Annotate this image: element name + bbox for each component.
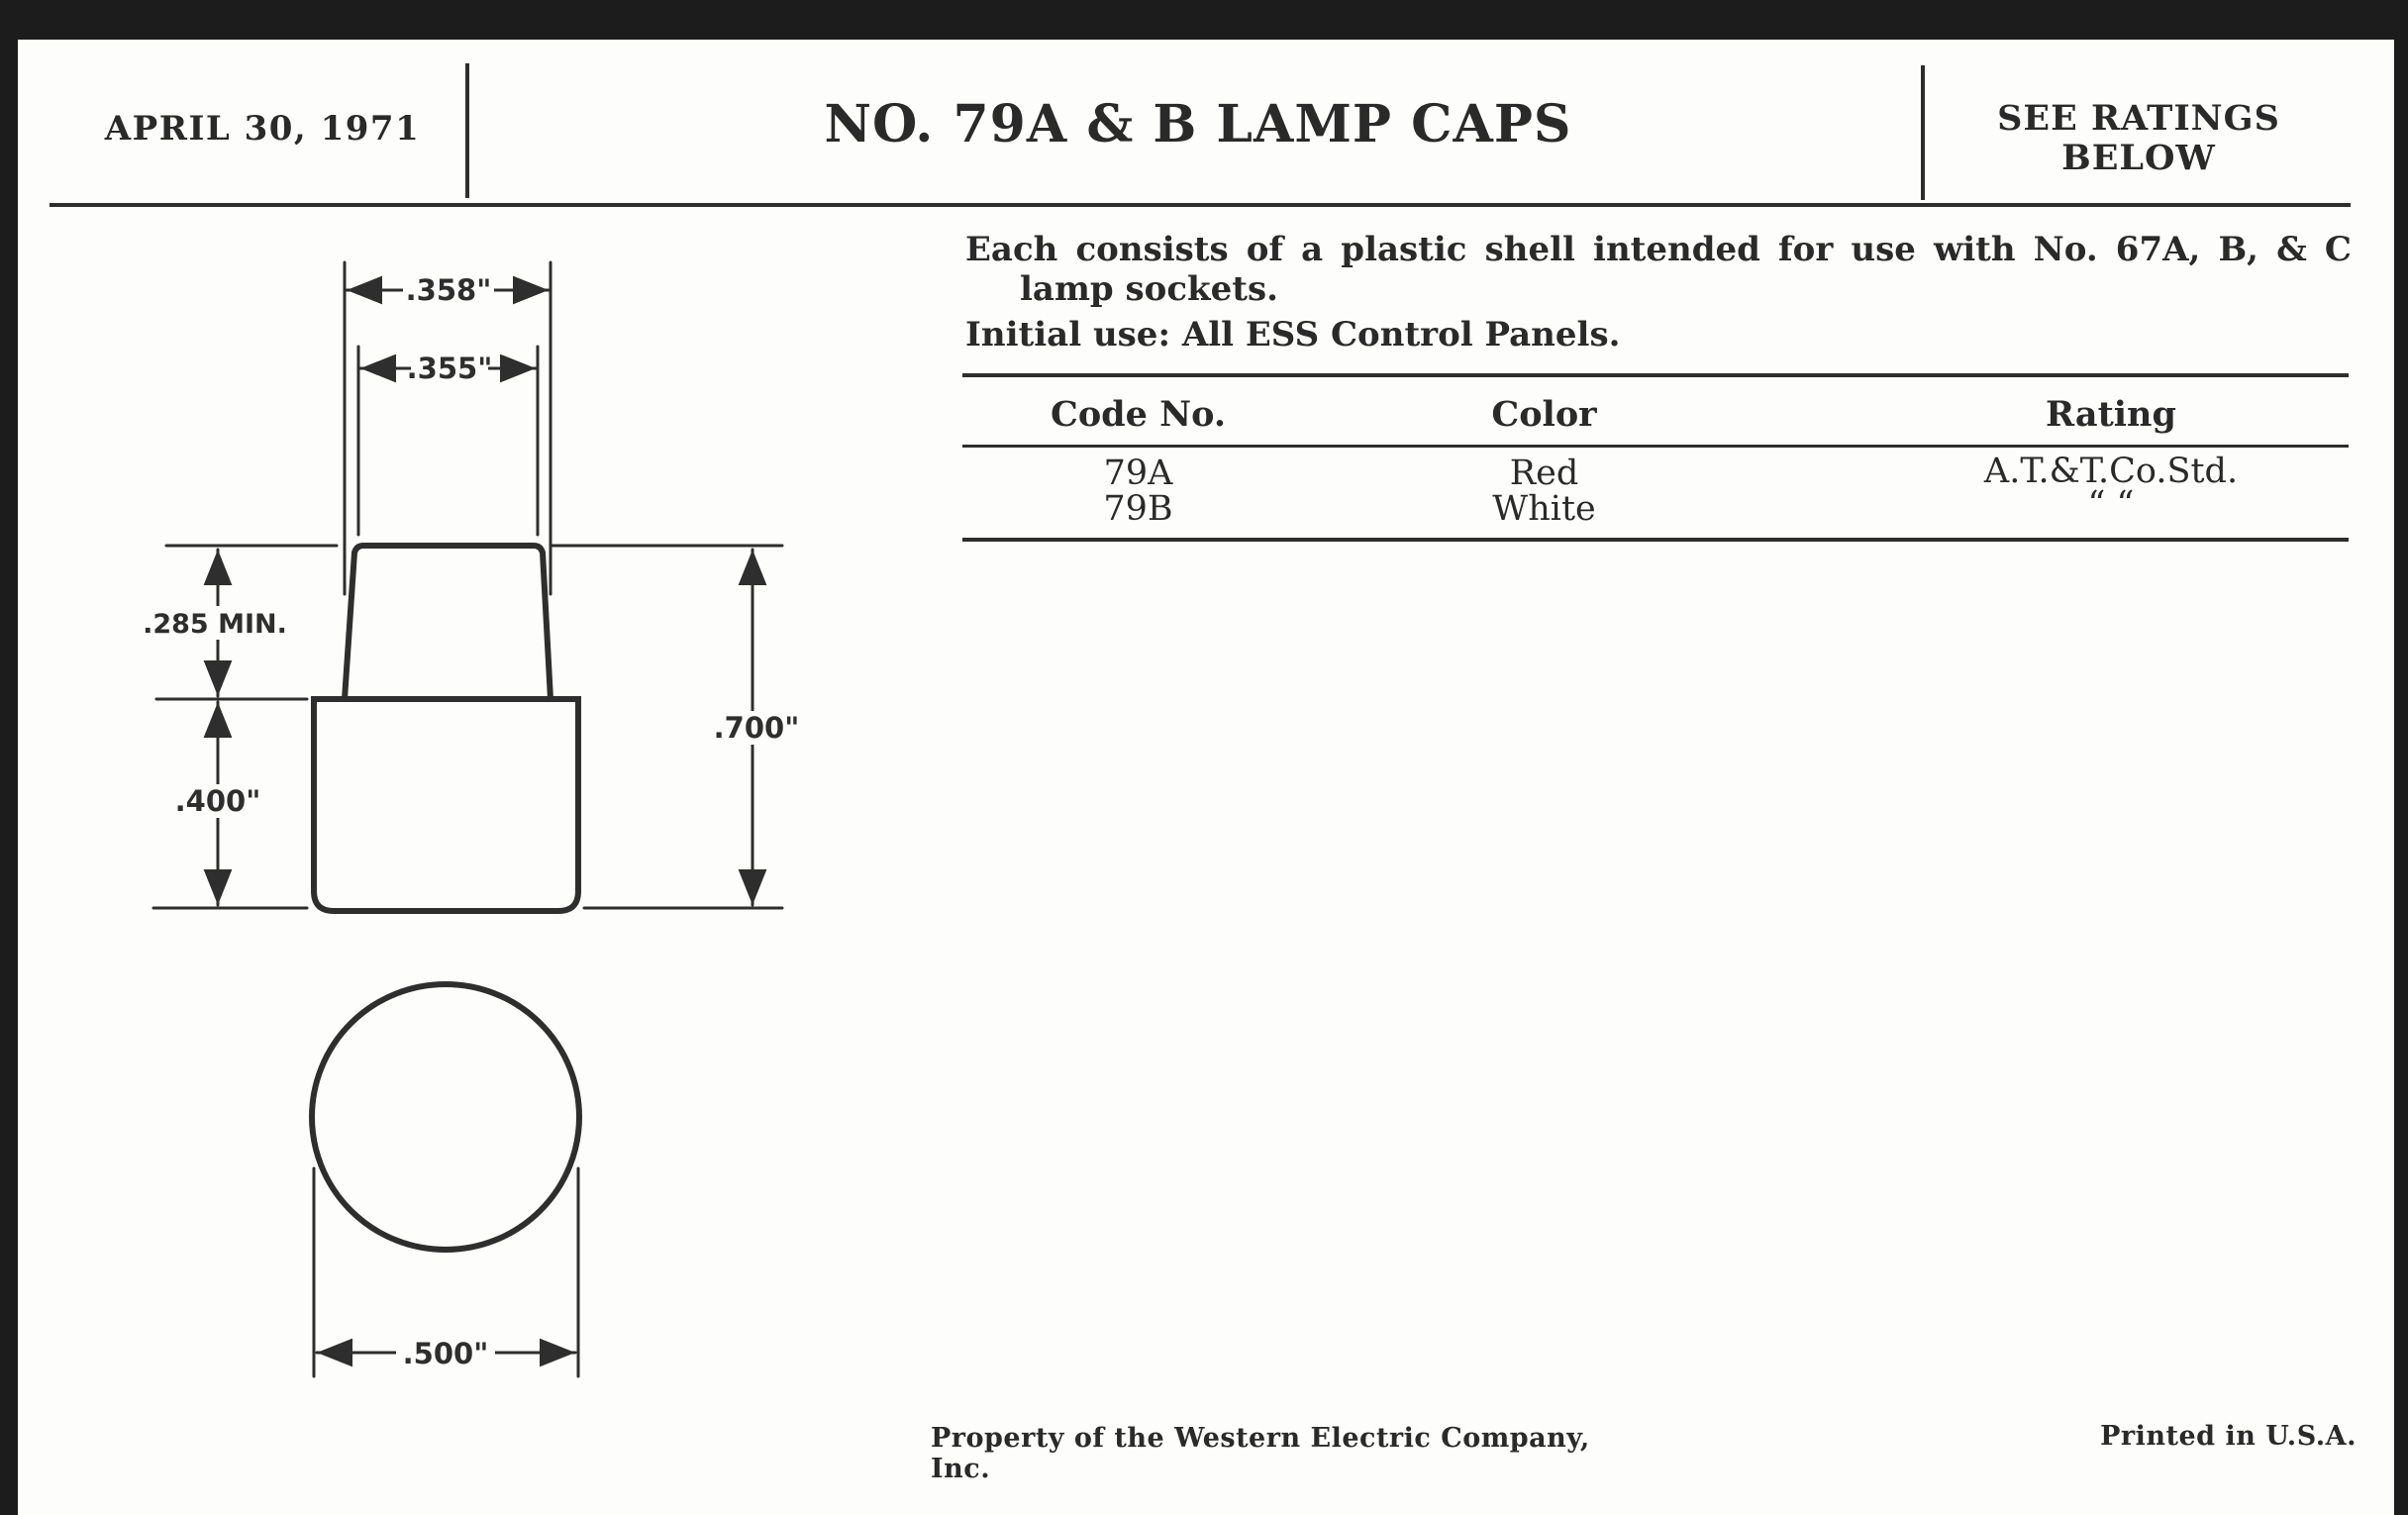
column-header-color: Color	[1491, 394, 1597, 435]
ratings-note-line2: BELOW	[2061, 138, 2216, 178]
dim-label-top-width: .358"	[405, 273, 492, 307]
ratings-note-line1: SEE RATINGS	[1997, 98, 2280, 139]
dim-label-upper-height: .285 MIN.	[143, 609, 287, 640]
dim-label-total-height: .700"	[713, 711, 800, 745]
column-header-code: Code No.	[1050, 394, 1227, 435]
ratings-table	[962, 391, 2349, 550]
table-bottom-rule	[962, 538, 2349, 542]
table-cell-rating: “ “	[2087, 484, 2135, 524]
column-header-rating: Rating	[2046, 394, 2176, 435]
dim-label-lower-height: .400"	[174, 784, 261, 818]
initial-use-text: Initial use: All ESS Control Panels.	[965, 315, 1621, 354]
table-header-rule	[962, 445, 2349, 448]
dim-label-inner-width: .355"	[406, 352, 493, 385]
cap-end-view	[312, 984, 579, 1250]
issue-date: APRIL 30, 1971	[104, 109, 421, 149]
page-title: NO. 79A & B LAMP CAPS	[824, 94, 1572, 154]
property-notice: Property of the Western Electric Company, Inc.	[931, 1423, 1590, 1484]
ratings-note	[1946, 99, 2332, 178]
printed-in: Printed in U.S.A.	[2100, 1421, 2357, 1452]
table-cell-code: 79B	[1103, 489, 1173, 529]
cap-upper-shell	[345, 546, 551, 699]
header-divider-right	[1921, 65, 1925, 200]
dim-label-diameter: .500"	[402, 1337, 489, 1370]
table-top-rule	[962, 373, 2349, 377]
description	[965, 230, 2352, 354]
lamp-cap-diagram	[0, 0, 891, 1406]
table-cell-code: 79A	[1103, 454, 1173, 493]
table-cell-color: White	[1492, 489, 1596, 529]
description-text: Each consists of a plastic shell intended for use with No. 67A, B, & C lamp sockets.	[965, 230, 2352, 309]
table-cell-color: Red	[1509, 454, 1579, 493]
table-cell-rating: A.T.&T.Co.Std.	[1983, 452, 2239, 491]
cap-lower-body	[314, 699, 578, 911]
